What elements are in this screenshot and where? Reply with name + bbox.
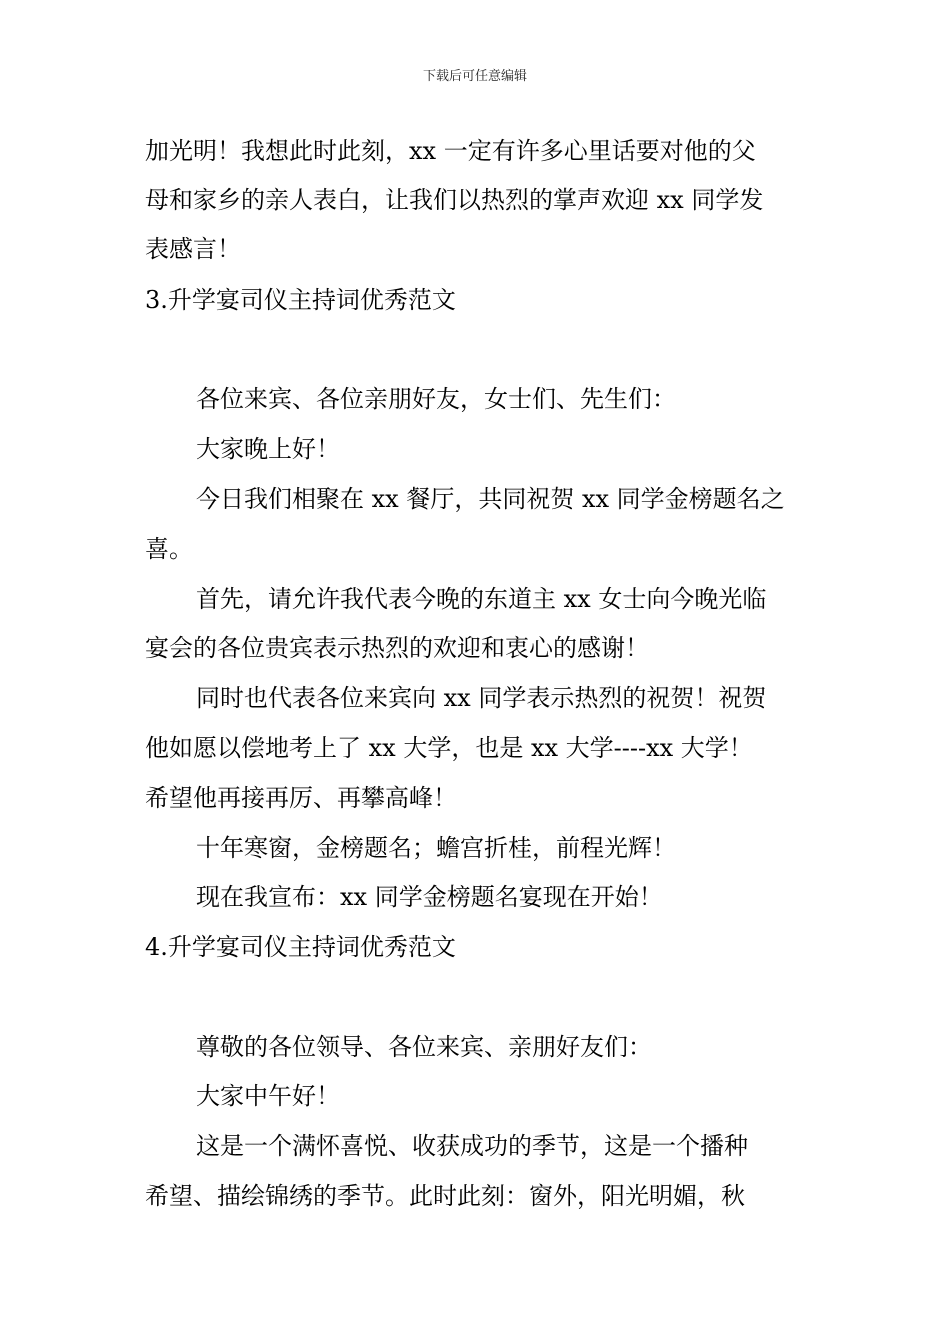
body-line: 各位来宾、各位亲朋好友，女士们、先生们：	[196, 385, 676, 413]
body-line: 这是一个满怀喜悦、收获成功的季节，这是一个播种	[196, 1132, 748, 1160]
body-line: 首先，请允许我代表今晚的东道主 xx 女士向今晚光临	[196, 585, 767, 613]
body-line: 希望他再接再厉、再攀高峰！	[145, 784, 457, 812]
page-header: 下载后可任意编辑	[422, 69, 527, 84]
body-line: 喜。	[145, 535, 193, 563]
body-line: 宴会的各位贵宾表示热烈的欢迎和衷心的感谢！	[145, 634, 649, 662]
body-line: 他如愿以偿地考上了 xx 大学，也是 xx 大学----xx 大学！	[145, 734, 753, 762]
body-line: 尊敬的各位领导、各位来宾、亲朋好友们：	[196, 1033, 652, 1061]
body-line: 大家中午好！	[196, 1082, 340, 1110]
body-line: 现在我宣布：xx 同学金榜题名宴现在开始！	[196, 883, 663, 911]
body-line: 大家晚上好！	[196, 435, 340, 463]
section-heading: 4.升学宴司仪主持词优秀范文	[145, 933, 456, 961]
section-heading: 3.升学宴司仪主持词优秀范文	[145, 286, 456, 314]
body-line: 表感言！	[145, 235, 241, 263]
body-line: 母和家乡的亲人表白，让我们以热烈的掌声欢迎 xx 同学发	[145, 186, 764, 214]
body-line: 加光明！我想此时此刻，xx 一定有许多心里话要对他的父	[145, 137, 756, 165]
body-line: 希望、描绘锦绣的季节。此时此刻：窗外，阳光明媚，秋	[145, 1182, 745, 1210]
body-line: 十年寒窗，金榜题名；蟾宫折桂，前程光辉！	[196, 834, 676, 862]
body-line: 同时也代表各位来宾向 xx 同学表示热烈的祝贺！祝贺	[196, 684, 767, 712]
body-line: 今日我们相聚在 xx 餐厅，共同祝贺 xx 同学金榜题名之	[196, 485, 785, 513]
